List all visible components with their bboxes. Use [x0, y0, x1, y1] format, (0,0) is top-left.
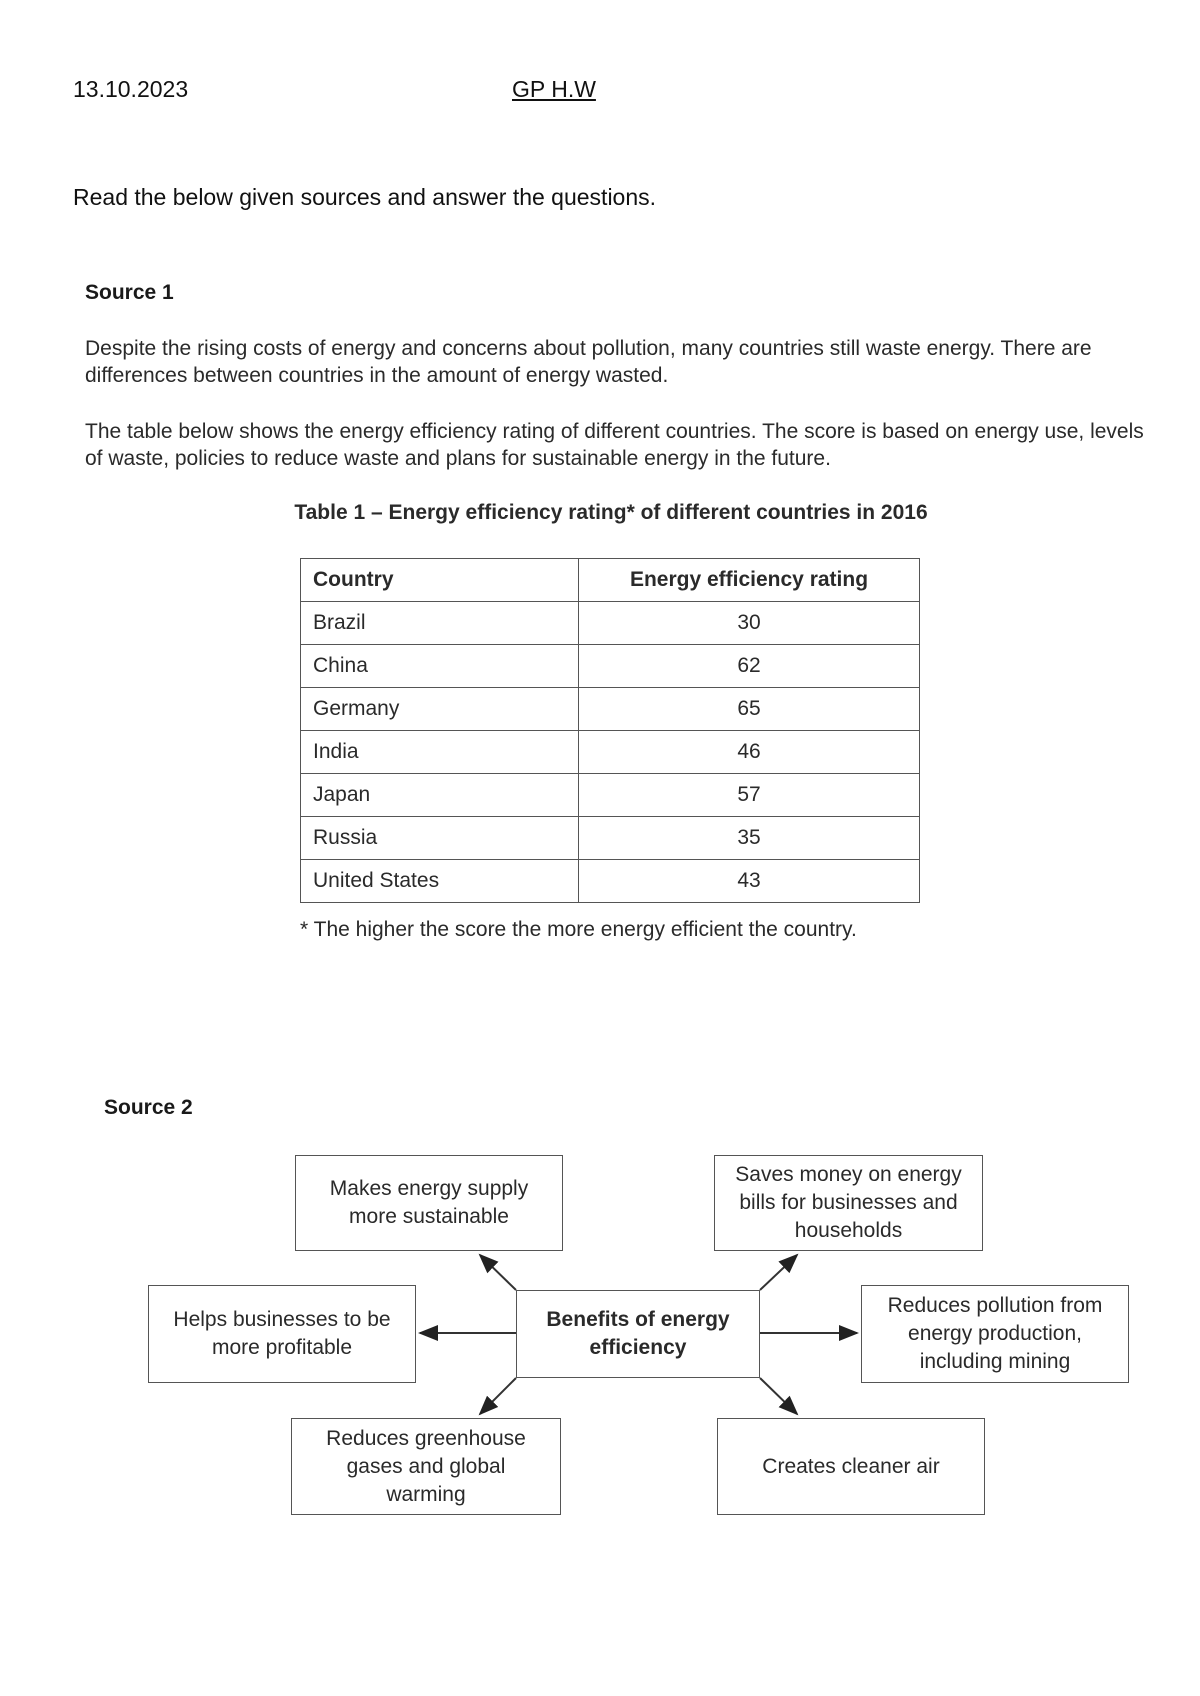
source1-paragraph-1: Despite the rising costs of energy and concerns about pollution, many countries still waste energy. There are differences between countries in the amount of energy wasted. — [85, 337, 1092, 387]
arrow-top-right — [760, 1255, 797, 1290]
benefit-box-reduces-pollution: Reduces pollution from energy production, including mining — [861, 1285, 1129, 1383]
arrow-top-left — [480, 1255, 516, 1290]
instruction: Read the below given sources and answer the questions. — [73, 184, 657, 210]
benefit-box-greenhouse: Reduces greenhouse gases and global warming — [291, 1418, 561, 1515]
source2-heading: Source 2 — [104, 1096, 193, 1119]
rating-cell: 30 — [579, 602, 920, 645]
arrow-bottom-right — [760, 1378, 797, 1414]
column-header: Energy efficiency rating — [579, 559, 920, 602]
rating-cell: 43 — [579, 860, 920, 903]
rating-cell: 65 — [579, 688, 920, 731]
country-cell: United States — [301, 860, 579, 903]
source1-heading: Source 1 — [85, 281, 174, 304]
country-cell: Brazil — [301, 602, 579, 645]
column-header: Country — [301, 559, 579, 602]
source1-paragraph-2: The table below shows the energy efficiency rating of different countries. The score is based on energy use, levels of waste, policies to reduce waste and plans for sustainable energy in the future. — [85, 420, 1144, 470]
date: 13.10.2023 — [73, 76, 189, 102]
arrow-bottom-left — [480, 1378, 516, 1414]
benefit-box-saves-money: Saves money on energy bills for businesses and households — [714, 1155, 983, 1251]
rating-cell: 35 — [579, 817, 920, 860]
benefit-box-cleaner-air: Creates cleaner air — [717, 1418, 985, 1515]
table-footnote: * The higher the score the more energy efficient the country. — [300, 918, 857, 941]
diagram-center: Benefits of energy efficiency — [516, 1290, 760, 1378]
benefit-box-sustainable: Makes energy supply more sustainable — [295, 1155, 563, 1251]
table-title: Table 1 – Energy efficiency rating* of different countries in 2016 — [294, 501, 928, 524]
country-cell: China — [301, 645, 579, 688]
benefit-box-profitable: Helps businesses to be more profitable — [148, 1285, 416, 1383]
country-cell: Germany — [301, 688, 579, 731]
rating-cell: 62 — [579, 645, 920, 688]
country-cell: India — [301, 731, 579, 774]
country-cell: Russia — [301, 817, 579, 860]
rating-cell: 46 — [579, 731, 920, 774]
country-cell: Japan — [301, 774, 579, 817]
page-title: GP H.W — [512, 76, 596, 102]
rating-cell: 57 — [579, 774, 920, 817]
